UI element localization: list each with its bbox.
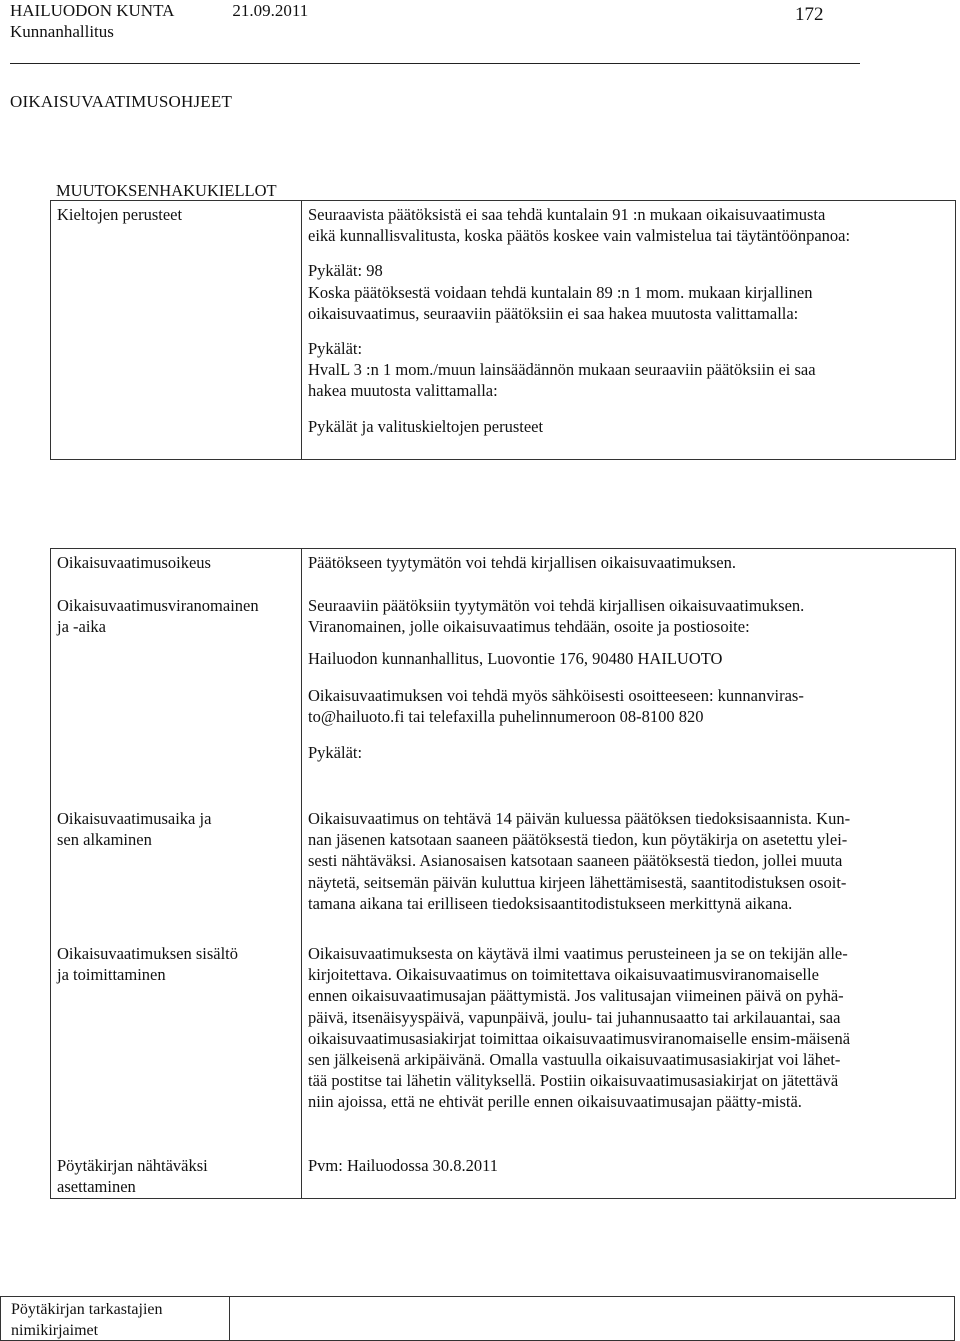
ban-line: Pykälät: xyxy=(308,339,363,359)
section-heading: MUUTOKSENHAKUKIELLOT xyxy=(56,181,277,200)
right-label: Oikaisuvaatimusoikeus xyxy=(57,553,211,572)
content-line: oikaisuvaatimusasiakirjat toimittaa oikaisuvaatimusviranomaiselle ensim-mäisenä xyxy=(308,1028,851,1048)
ban-line: eikä kunnallisvalitusta, koska päätös koskee vain valmistelua tai täytäntöönpanoa: xyxy=(308,226,851,246)
time-limit-line: tamana aikana tai erilliseen tiedoksisaantitodistukseen merkittynä aikana. xyxy=(308,893,793,913)
authority-email-line: Oikaisuvaatimuksen voi tehdä myös sähköisesti osoitteeseen: kunnanviras- xyxy=(308,685,804,705)
column-divider xyxy=(301,201,302,459)
content-line: ennen oikaisuvaatimusajan päättymistä. Jos valitusajan viimeinen päivä on pyhä- xyxy=(308,986,844,1006)
column-divider xyxy=(301,549,302,1198)
display-label-line: asettaminen xyxy=(57,1177,136,1197)
content-line: Oikaisuvaatimuksesta on käytävä ilmi vaatimus perusteineen ja se on tekijän alle- xyxy=(308,944,848,963)
ban-line: hakea muutosta valittamalla: xyxy=(308,381,498,401)
instructions-box xyxy=(50,548,956,1199)
page-header xyxy=(10,0,308,42)
appeal-ban-box xyxy=(50,200,956,460)
ban-line: oikaisuvaatimus, seuraaviin päätöksiin ei saa hakea muutosta valittamalla: xyxy=(308,303,799,323)
inspectors-initials-box xyxy=(0,1296,230,1341)
authority-sections: Pykälät: xyxy=(308,743,363,763)
ban-line: Seuraavista päätöksistä ei saa tehdä kuntalain 91 :n mukaan oikaisuvaatimusta xyxy=(308,205,826,224)
content-label xyxy=(57,943,238,985)
ban-line: Pykälät: 98 xyxy=(308,261,383,281)
org-name: HAILUODON KUNTA xyxy=(10,1,175,20)
document-title: OIKAISUVAATIMUSOHJEET xyxy=(10,92,233,111)
ban-line: HvalL 3 :n 1 mom./muun lainsäädännön mukaan seuraaviin päätöksiin ei saa xyxy=(308,360,816,380)
display-label xyxy=(57,1155,208,1197)
authority-text xyxy=(308,595,948,763)
inspectors-label xyxy=(11,1299,163,1341)
ban-line: Koska päätöksestä voidaan tehdä kuntalain 89 :n 1 mom. mukaan kirjallinen xyxy=(308,282,813,302)
authority-line: Viranomainen, jolle oikaisuvaatimus tehdään, osoite ja postiosoite: xyxy=(308,617,750,637)
display-date: Pvm: Hailuodossa 30.8.2011 xyxy=(308,1156,499,1175)
content-line: päivä, itsenäisyyspäivä, vapunpäivä, joulu- tai juhannusaatto tai arkilauantai, saa xyxy=(308,1007,841,1027)
time-limit-line: Oikaisuvaatimus on tehtävä 14 päivän kuluessa päätöksen tiedoksisaannista. Kun- xyxy=(308,809,851,828)
time-limit-text xyxy=(308,808,953,914)
time-limit-label-line: sen alkaminen xyxy=(57,830,152,850)
authority-email-line: to@hailuoto.fi tai telefaxilla puhelinnumeroon 08-8100 820 xyxy=(308,706,704,726)
time-limit-label xyxy=(57,808,211,850)
header-date: 21.09.2011 xyxy=(232,1,309,20)
authority-label-line: Oikaisuvaatimusviranomainen xyxy=(57,596,259,615)
body-name: Kunnanhallitus xyxy=(10,22,114,41)
time-limit-line: sesti nähtäväksi. Asianosaisen katsotaan saaneen päätöksestä tiedon, jollei muuta xyxy=(308,851,843,871)
content-line: kirjoitettava. Oikaisuvaatimus on toimitettava oikaisuvaatimusviranomaiselle xyxy=(308,965,819,985)
ban-text xyxy=(308,204,948,437)
inspectors-label-line: Pöytäkirjan tarkastajien xyxy=(11,1301,163,1318)
content-text xyxy=(308,943,953,1113)
time-limit-line: nan jäsenen katsotaan saaneen päätöksestä tiedon, kun pöytäkirja on asetettu ylei- xyxy=(308,830,848,850)
ban-basis-label: Kieltojen perusteet xyxy=(57,205,183,224)
content-line: niin ajoissa, että ne ehtivät perille ennen oikaisuvaatimusajan päätty-mistä. xyxy=(308,1092,802,1112)
authority-label xyxy=(57,595,259,637)
initials-field xyxy=(230,1296,955,1341)
time-limit-line: näytetä, seitsemän päivän kuluttua kirjeen lähettämisestä, saantitodistuksen osoit- xyxy=(308,872,847,892)
ban-line: Pykälät ja valituskieltojen perusteet xyxy=(308,416,544,436)
content-line: sen jälkeisenä arkipäivänä. Omalla vastuulla oikaisuvaatimusasiakirjat voi lähet- xyxy=(308,1050,841,1070)
display-label-line: Pöytäkirjan nähtäväksi xyxy=(57,1156,208,1175)
content-line: tää postitse tai lähetin välityksellä. Postiin oikaisuvaatimusasiakirjat on jätettävä xyxy=(308,1071,839,1091)
authority-address: Hailuodon kunnanhallitus, Luovontie 176, 90480 HAILUOTO xyxy=(308,649,723,669)
authority-line: Seuraaviin päätöksiin tyytymätön voi tehdä kirjallisen oikaisuvaatimuksen. xyxy=(308,596,805,615)
content-label-line: Oikaisuvaatimuksen sisältö xyxy=(57,944,239,963)
right-text: Päätökseen tyytymätön voi tehdä kirjallisen oikaisuvaatimuksen. xyxy=(308,553,736,572)
time-limit-label-line: Oikaisuvaatimusaika ja xyxy=(57,809,212,828)
page-number: 172 xyxy=(795,4,824,25)
header-rule xyxy=(10,63,860,64)
content-label-line: ja toimittaminen xyxy=(57,965,166,985)
header-row xyxy=(10,0,308,21)
authority-label-line: ja -aika xyxy=(57,617,107,637)
inspectors-label-line: nimikirjaimet xyxy=(11,1322,99,1339)
